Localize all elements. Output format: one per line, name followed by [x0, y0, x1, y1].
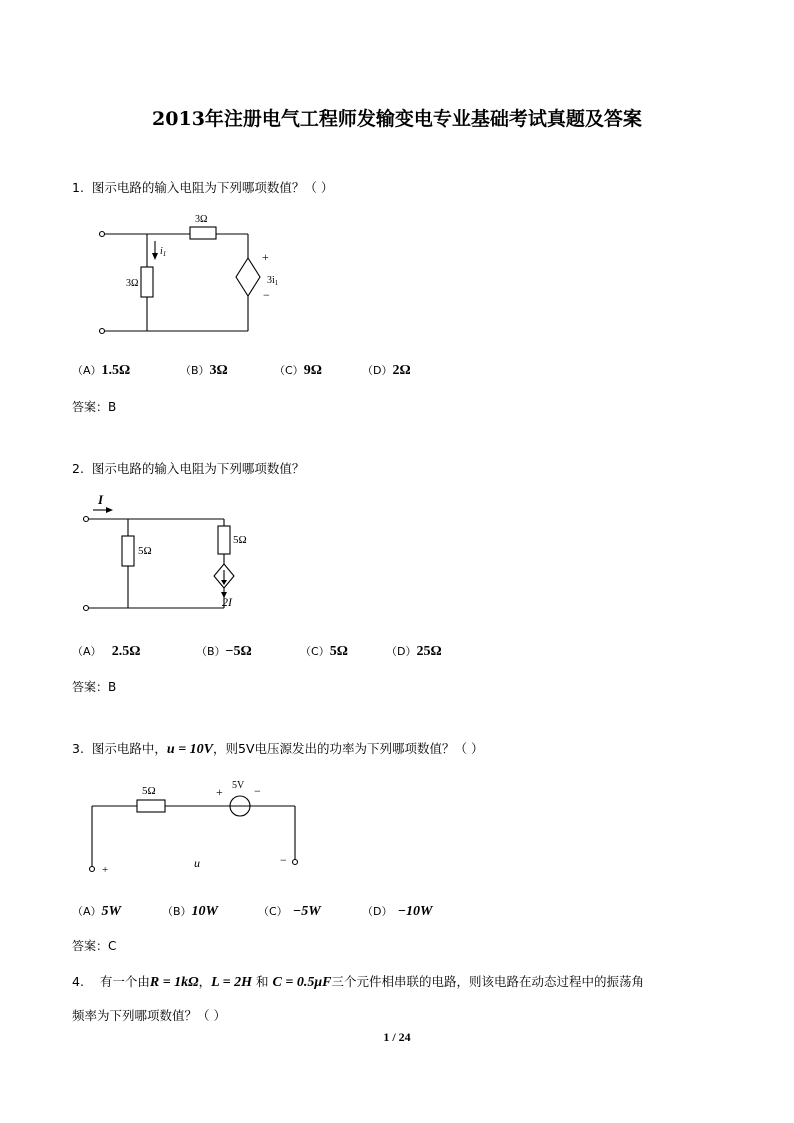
r-left-label: 5Ω [138, 545, 152, 557]
answer-2: 答案：B [72, 680, 117, 694]
question-4-math-r: R = 1kΩ [149, 975, 199, 990]
terminal-top [100, 232, 105, 237]
question-1-number: 1. [72, 180, 84, 195]
option-2a: （A） 2.5Ω [72, 644, 141, 659]
question-4-text [72, 972, 644, 991]
question-2-number: 2. [72, 461, 84, 476]
question-4-prompt-before: 有一个由 [99, 974, 150, 989]
question-3-text [72, 739, 484, 758]
terminal-plus: + [102, 864, 109, 876]
option-1c: （C）9Ω [274, 363, 322, 378]
option-2b: （B）−5Ω [196, 644, 252, 659]
source-plus: + [216, 785, 223, 799]
option-1d: （D）2Ω [362, 363, 411, 378]
question-3-prompt-after: ，则5V电压源发出的功率为下列哪项数值？（ ） [213, 741, 484, 756]
option-3b: （B）10W [162, 904, 218, 919]
question-3-math: u = 10V [166, 742, 214, 757]
option-1a: （A）1.5Ω [72, 363, 131, 378]
terminal-left [90, 867, 95, 872]
question-3-number: 3. [72, 741, 84, 756]
source-label: $3i_1$ [267, 275, 279, 287]
source-minus: − [254, 784, 261, 798]
page-number: 1 / 24 [383, 1030, 411, 1044]
terminal-right [293, 860, 298, 865]
answer-1: 答案：B [72, 400, 117, 414]
option-3d: （D） −10W [362, 904, 433, 919]
resistor-left [122, 536, 134, 566]
resistor-label: 5Ω [142, 785, 156, 797]
question-4-sep: ， [198, 974, 212, 989]
u-label: u [194, 856, 200, 870]
question-4-line2: 频率为下列哪项数值？（ ） [72, 1008, 226, 1023]
question-3-circuit [82, 772, 312, 877]
dependent-voltage-source [236, 258, 260, 296]
page-title: 2013年注册电气工程师发输变电专业基础考试真题及答案 [152, 108, 642, 130]
r-top-label: 3Ω [195, 214, 208, 225]
question-1-prompt: 图示电路的输入电阻为下列哪项数值？（ ） [91, 180, 334, 195]
question-4-prompt-after: 三个元件相串联的电路，则该电路在动态过程中的振荡角 [331, 974, 644, 989]
minus-sign: − [263, 288, 270, 302]
resistor-right [218, 526, 230, 554]
question-4-number: 4. [72, 974, 84, 989]
terminal-bottom [84, 606, 89, 611]
current-label: $i_1$ [160, 246, 167, 258]
r-right-label: 5Ω [233, 534, 247, 546]
question-4-and: 和 [256, 974, 269, 989]
question-3-prompt-before: 图示电路中， [91, 741, 167, 756]
option-2c: （C）5Ω [300, 644, 348, 659]
current-arrow [106, 507, 113, 513]
plus-sign: + [262, 250, 269, 264]
question-1-circuit [90, 205, 310, 340]
option-3a: （A）5W [72, 904, 121, 919]
terminal-minus: − [280, 853, 287, 867]
question-4-math-l: L = 2H [211, 975, 253, 990]
option-1b: （B）3Ω [180, 363, 228, 378]
question-2-circuit [78, 488, 278, 616]
question-2-text [72, 459, 304, 477]
r-left-label: 3Ω [126, 278, 139, 289]
source-label: 2I [222, 595, 232, 609]
terminal-bottom [100, 329, 105, 334]
resistor [137, 800, 165, 812]
question-1-text [72, 178, 333, 196]
current-label: I [98, 492, 104, 507]
terminal-top [84, 517, 89, 522]
option-3c: （C） −5W [258, 904, 321, 919]
source-label: 5V [232, 780, 245, 791]
resistor-left [141, 267, 153, 297]
option-2d: （D）25Ω [386, 644, 442, 659]
current-arrow [152, 253, 158, 260]
resistor-top [190, 227, 216, 239]
question-2-prompt: 图示电路的输入电阻为下列哪项数值？ [91, 461, 305, 476]
question-4-math-c: C = 0.5μF [272, 975, 332, 990]
answer-3: 答案：C [72, 939, 117, 953]
